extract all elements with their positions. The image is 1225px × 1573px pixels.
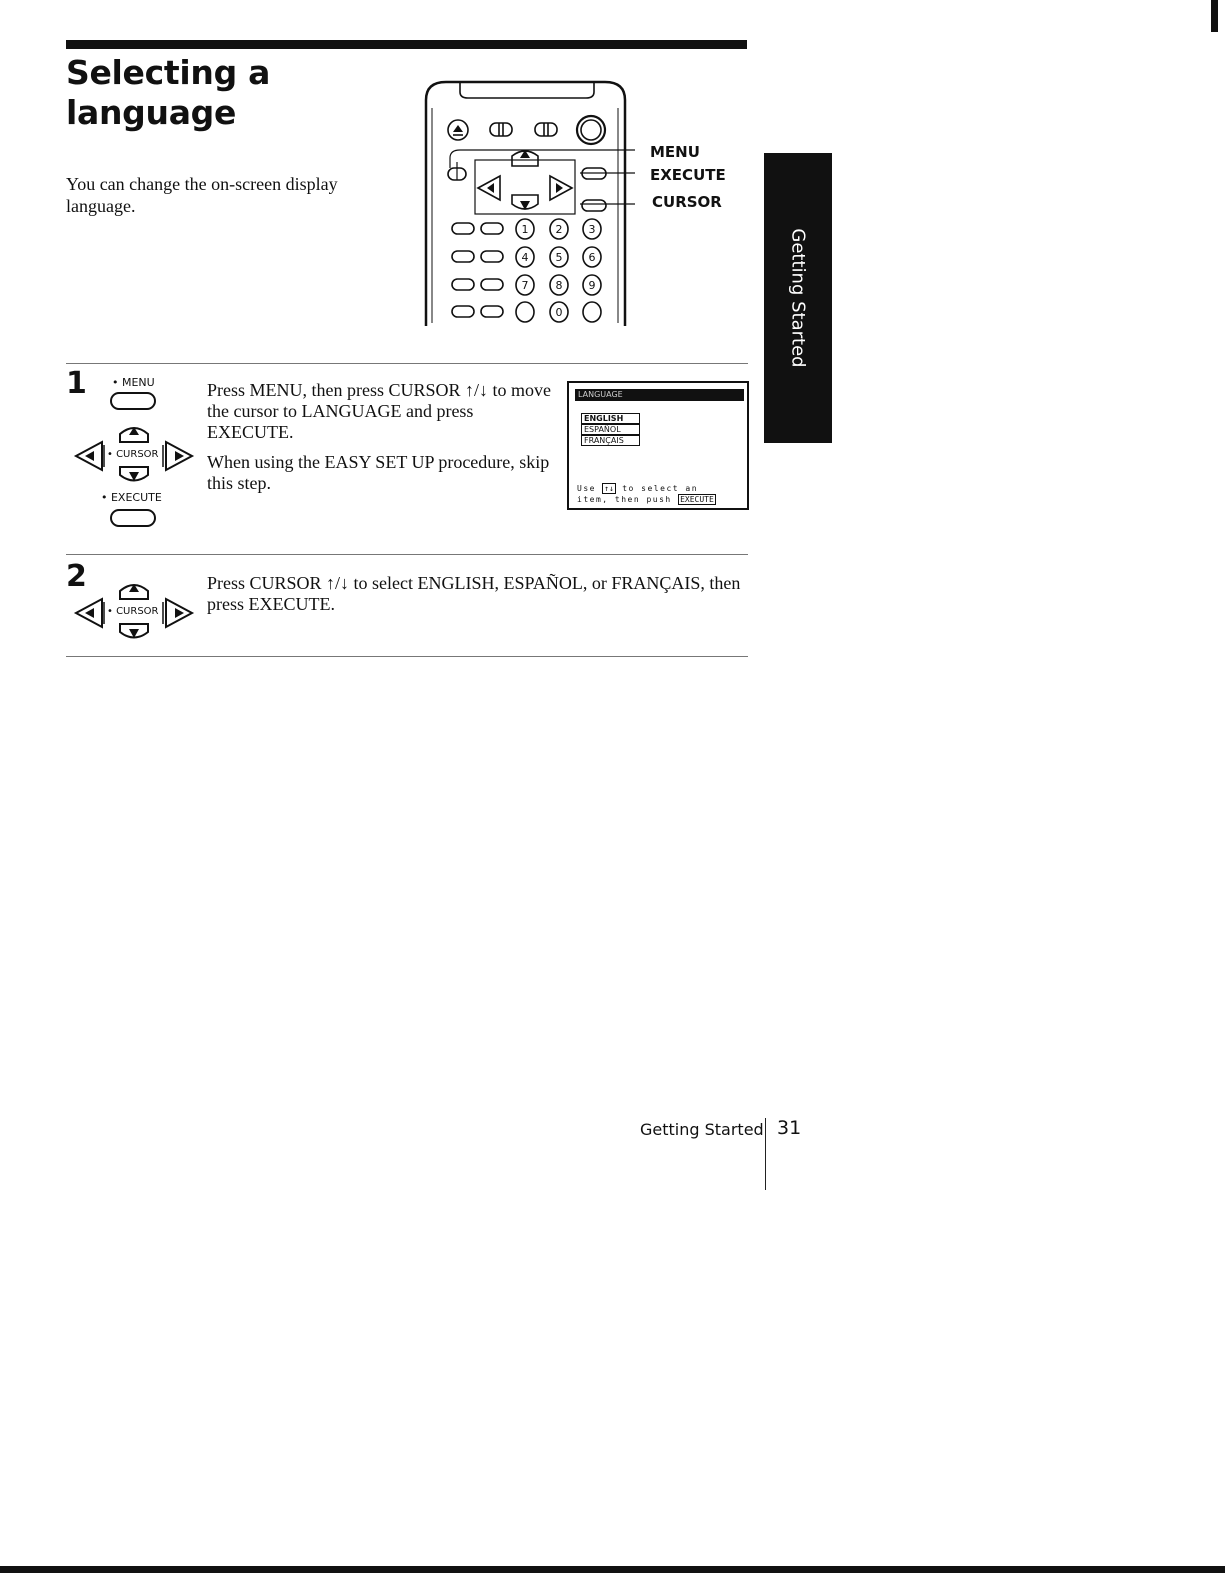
help-execute-box: EXECUTE <box>680 495 714 504</box>
help-arrows: ↑↓ <box>604 484 614 493</box>
remote-key-8: 8 <box>555 279 563 292</box>
arrow-down-icon <box>512 195 538 210</box>
page-number: 31 <box>777 1117 802 1139</box>
remote-key-9: 9 <box>588 279 596 292</box>
remote-key-1: 1 <box>521 223 529 236</box>
step-1-note: When using the EASY SET UP procedure, skip this step. <box>207 452 550 493</box>
remote-label-menu: MENU <box>650 143 700 161</box>
screen-help-text <box>577 483 716 505</box>
remote-illustration <box>420 78 635 328</box>
remote-key-5: 5 <box>555 251 563 264</box>
help-line-2: item, then push <box>577 495 679 504</box>
step-2-text: Press CURSOR ↑/↓ to select ENGLISH, ESPAÑOL, or FRANÇAIS, then press EXECUTE. <box>207 573 741 614</box>
top-rule <box>66 40 747 49</box>
step-2-number: 2 <box>66 559 87 594</box>
arrow-left-icon <box>478 176 500 200</box>
remote-label-cursor: CURSOR <box>652 193 722 211</box>
step-1-cursor-label: • CURSOR <box>107 449 159 460</box>
footer-divider <box>765 1118 766 1190</box>
remote-key-7: 7 <box>521 279 529 292</box>
screen-header: LANGUAGE <box>575 389 744 401</box>
intro-text: You can change the on-screen display language. <box>66 174 338 216</box>
arrow-up-icon <box>512 150 538 166</box>
screen-option-francais: FRANÇAIS <box>581 435 640 446</box>
remote-key-4: 4 <box>521 251 529 264</box>
menu-button-icon <box>108 390 158 412</box>
step-1-number: 1 <box>66 366 87 401</box>
execute-button-icon <box>108 507 158 529</box>
step-1-menu-label: • MENU <box>112 376 155 389</box>
eject-icon <box>448 120 468 140</box>
screen-option-english: ENGLISH <box>581 413 640 424</box>
title-line-1: Selecting a <box>66 53 271 92</box>
screen-option-espanol: ESPAÑOL <box>581 424 640 435</box>
divider <box>66 363 748 364</box>
title-line-2: language <box>66 93 237 132</box>
page-title <box>66 53 270 133</box>
step-2-cursor-label: • CURSOR <box>107 606 159 617</box>
step-1-execute-label: • EXECUTE <box>101 491 162 504</box>
help-mid: to select an <box>615 484 699 493</box>
step-1-text: Press MENU, then press CURSOR ↑/↓ to move the cursor to LANGUAGE and press EXECUTE. <box>207 380 552 442</box>
remote-key-6: 6 <box>588 251 596 264</box>
divider <box>66 656 748 657</box>
remote-key-3: 3 <box>588 223 596 236</box>
side-tab-label: Getting Started <box>787 228 809 368</box>
remote-label-execute: EXECUTE <box>650 166 726 184</box>
bottom-edge <box>0 1566 1225 1573</box>
remote-key-0: 0 <box>555 306 563 319</box>
section-side-tab <box>764 153 832 443</box>
language-menu-screen <box>567 381 749 510</box>
footer-section-name: Getting Started <box>640 1120 764 1139</box>
corner-crop-mark <box>1211 0 1218 32</box>
remote-key-2: 2 <box>555 223 563 236</box>
arrow-right-icon <box>550 176 572 200</box>
divider <box>66 554 748 555</box>
help-pre: Use <box>577 484 603 493</box>
